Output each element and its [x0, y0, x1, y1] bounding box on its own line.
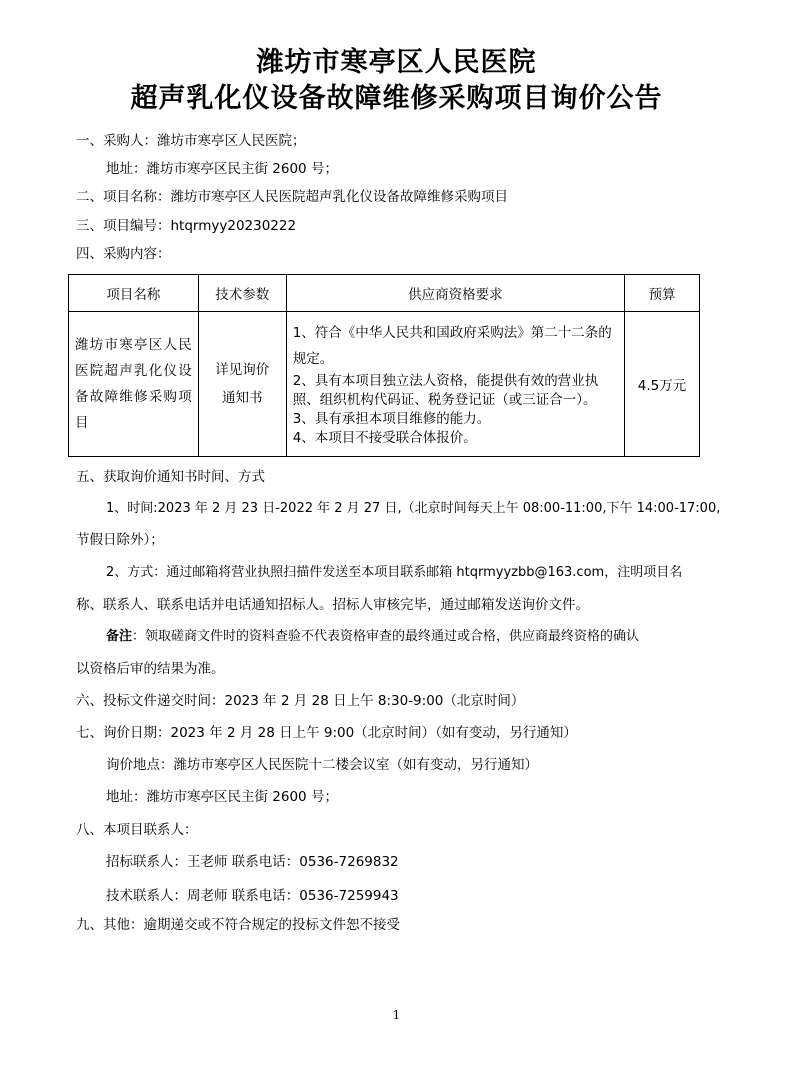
section8-heading: 八、本项目联系人： [76, 822, 198, 838]
project-name-line: 二、项目名称：潍坊市寒亭区人民医院超声乳化仪设备故障维修采购项目 [76, 189, 508, 205]
requirement-item: 3、具有承担本项目维修的能力。 [292, 411, 491, 427]
page-number: 1 [392, 1008, 401, 1022]
section5-heading: 五、获取询价通知书时间、方式 [76, 469, 265, 485]
table-row [69, 312, 700, 457]
cell-budget: 4.5万元 [625, 312, 700, 457]
method-line2: 称、联系人、联系电话并电话通知招标人。招标人审核完毕，通过邮箱发送询价文件。 [76, 597, 589, 613]
note-text: ：领取磋商文件时的资料查验不代表资格审查的最终通过或合格，供应商最终资格的确认 [132, 629, 640, 644]
bid-contact-line: 招标联系人：王老师 联系电话：0536-7269832 [106, 854, 399, 870]
cell-project-name: 潍坊市寒亭区人民医院超声乳化仪设备故障维修采购项目 [69, 312, 199, 457]
header-tech-params: 技术参数 [198, 275, 286, 312]
header-project-name: 项目名称 [69, 275, 199, 312]
section6-line: 六、投标文件递交时间：2023 年 2 月 28 日上午 8:30-9:00（北京时间） [76, 693, 525, 709]
requirement-item: 2、具有本项目独立法人资格，能提供有效的营业执照、组织机构代码证、税务登记证（或三证合一）。 [292, 373, 599, 408]
requirement-item: 4、本项目不接受联合体报价。 [292, 430, 477, 446]
cell-tech-params [198, 312, 286, 457]
inquiry-date-line: 七、询价日期：2023 年 2 月 28 日上午 9:00（北京时间）（如有变动，另行通知） [76, 725, 577, 741]
time-line1: 1、时间:2023 年 2 月 23 日-2022 年 2 月 27 日,（北京时间每天上午 08:00-11:00,下午 14:00-17:00, [106, 501, 721, 516]
cell-requirements [286, 312, 624, 457]
document-title-line2: 超声乳化仪设备故障维修采购项目询价公告 [130, 83, 663, 114]
procurement-table [68, 274, 700, 457]
buyer-address-line: 地址：潍坊市寒亭区民主街 2600 号； [106, 161, 338, 177]
header-budget: 预算 [625, 275, 700, 312]
buyer-line: 一、采购人：潍坊市寒亭区人民医院； [76, 133, 306, 149]
time-line2: 节假日除外）； [76, 532, 164, 548]
section9-line: 九、其他：逾期递交或不符合规定的投标文件恕不接受 [76, 917, 400, 933]
method-line1: 2、方式：通过邮箱将营业执照扫描件发送至本项目联系邮箱 htqrmyyzbb@163.com，注明项目名 [106, 565, 683, 580]
procurement-content-heading: 四、采购内容： [76, 246, 171, 262]
document-title-line1: 潍坊市寒亭区人民医院 [256, 47, 537, 78]
inquiry-place-line: 询价地点：潍坊市寒亭区人民医院十二楼会议室（如有变动，另行通知） [106, 757, 538, 773]
tech-contact-line: 技术联系人：周老师 联系电话：0536-7259943 [106, 888, 399, 904]
table-header-row [69, 275, 700, 312]
note-label: 备注 [106, 629, 133, 644]
note-line2: 以资格后审的结果为准。 [76, 661, 225, 677]
note-line1 [106, 628, 639, 646]
inquiry-address-line: 地址：潍坊市寒亭区民主街 2600 号； [106, 789, 338, 805]
requirement-item: 1、符合《中华人民共和国政府采购法》第二十二条的规定。 [292, 325, 612, 367]
project-number-line: 三、项目编号：htqrmyy20230222 [76, 218, 297, 234]
header-supplier-requirements: 供应商资格要求 [286, 275, 624, 312]
tech-params-text: 详见询价通知书 [215, 362, 270, 406]
